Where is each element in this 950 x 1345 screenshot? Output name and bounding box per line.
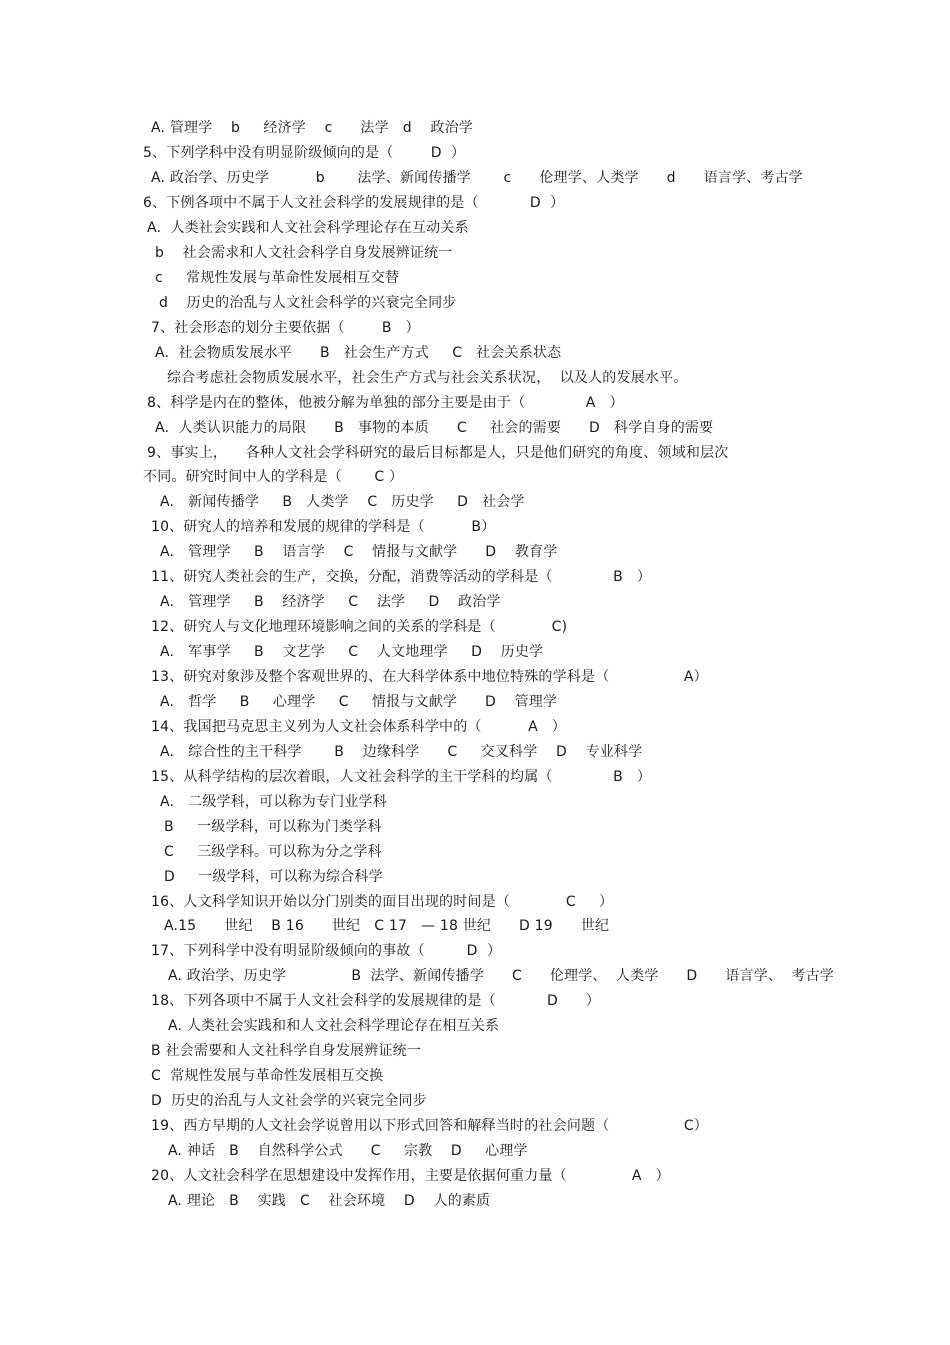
question-8: 8、科学是内在的整体，他被分解为单独的部分主要是由于（ A ） xyxy=(147,395,624,411)
question-17: 17、下列科学中没有明显阶级倾向的事故（ D ） xyxy=(151,943,502,959)
question-11: 11、研究人类社会的生产，交换，分配，消费等活动的学科是（ B ） xyxy=(151,569,652,585)
answer-options-q10: A. 管理学 B 语言学 C 情报与文献学 D 教育学 xyxy=(160,544,558,560)
question-13: 13、研究对象涉及整个客观世界的、在大科学体系中地位特殊的学科是（ A） xyxy=(151,669,708,685)
question-6: 6、下例各项中不属于人文社会科学的发展规律的是（ D ） xyxy=(143,195,565,211)
question-16: 16、人文科学知识开始以分门别类的面目出现的时间是（ C ） xyxy=(151,894,614,910)
option-18a: A. 人类社会实践和和人文社会科学理论存在相互关系 xyxy=(168,1018,500,1034)
question-12: 12、研究人与文化地理环境影响之间的关系的学科是（ C) xyxy=(151,619,568,635)
answer-options-q9: A. 新闻传播学 B 人类学 C 历史学 D 社会学 xyxy=(160,494,525,510)
question-7: 7、社会形态的划分主要依据（ B ） xyxy=(151,320,420,336)
option-18b: B 社会需要和人文社科学自身发展辨证统一 xyxy=(151,1043,422,1059)
answer-options-q5: A. 政治学、历史学 b 法学、新闻传播学 c 伦理学、人类学 d 语言学、考古学 xyxy=(151,170,804,186)
option-6b: b 社会需求和人文社会科学自身发展辨证统一 xyxy=(155,245,453,261)
answer-options-q7: A. 社会物质发展水平 B 社会生产方式 C 社会关系状态 xyxy=(155,345,562,361)
question-10: 10、研究人的培养和发展的规律的学科是（ B） xyxy=(151,519,496,535)
question-14: 14、我国把马克思主义列为人文社会体系科学中的（ A ） xyxy=(151,719,567,735)
answer-options-q16: A.15 世纪 B 16 世纪 C 17 — 18 世纪 D 19 世纪 xyxy=(164,918,610,934)
option-6d: d 历史的治乱与人文社会科学的兴衰完全同步 xyxy=(159,295,457,311)
option-15c: C 三级学科。可以称为分之学科 xyxy=(164,844,382,860)
question-5: 5、下列学科中没有明显阶级倾向的是（ D ） xyxy=(143,145,466,161)
answer-options-q19: A. 神话 B 自然科学公式 C 宗教 D 心理学 xyxy=(168,1143,528,1159)
note-q7: 综合考虑社会物质发展水平，社会生产方式与社会关系状况， 以及人的发展水平。 xyxy=(167,370,688,386)
option-18d: D 历史的治乱与人文社会学的兴衰完全同步 xyxy=(151,1093,427,1109)
option-18c: C 常规性发展与革命性发展相互交换 xyxy=(151,1068,384,1084)
answer-options-q20: A. 理论 B 实践 C 社会环境 D 人的素质 xyxy=(168,1193,491,1209)
answer-options-q17: A. 政治学、历史学 B 法学、新闻传播学 C 伦理学、 人类学 D 语言学、 考古学 xyxy=(168,968,834,984)
question-20: 20、人文社会科学在思想建设中发挥作用，主要是依据何重力量（ A ） xyxy=(151,1168,670,1184)
answer-options-q12: A. 军事学 B 文艺学 C 人文地理学 D 历史学 xyxy=(160,644,544,660)
option-6a: A. 人类社会实践和人文社会科学理论存在互动关系 xyxy=(147,220,469,236)
option-15a: A. 二级学科，可以称为专门业学科 xyxy=(160,794,387,810)
option-15d: D 一级学科，可以称为综合科学 xyxy=(164,869,383,885)
option-15b: B 一级学科，可以称为门类学科 xyxy=(164,819,382,835)
answer-options-q13: A. 哲学 B 心理学 C 情报与文献学 D 管理学 xyxy=(160,694,558,710)
answer-options-q11: A. 管理学 B 经济学 C 法学 D 政治学 xyxy=(160,594,501,610)
answer-options-q14: A. 综合性的主干科学 B 边缘科学 C 交叉科学 D 专业科学 xyxy=(160,744,643,760)
answer-options-q8: A. 人类认识能力的局限 B 事物的本质 C 社会的需要 D 科学自身的需要 xyxy=(155,420,714,436)
question-19: 19、西方早期的人文社会学说曾用以下形式回答和解释当时的社会问题（ C） xyxy=(151,1118,708,1134)
question-15: 15、从科学结构的层次着眼，人文社会科学的主干学科的均属（ B ） xyxy=(151,769,652,785)
question-9: 9、事实上， 各种人文社会学科研究的最后目标都是人，只是他们研究的角度、领域和层次 xyxy=(147,445,729,461)
option-6c: c 常规性发展与革命性发展相互交替 xyxy=(155,270,400,286)
question-18: 18、下列各项中不属于人文社会科学的发展规律的是（ D ） xyxy=(151,993,601,1009)
answer-options-q4: A. 管理学 b 经济学 c 法学 d 政治学 xyxy=(151,120,474,136)
question-9-cont: 不同。研究时间中人的学科是（ C ） xyxy=(143,469,404,485)
